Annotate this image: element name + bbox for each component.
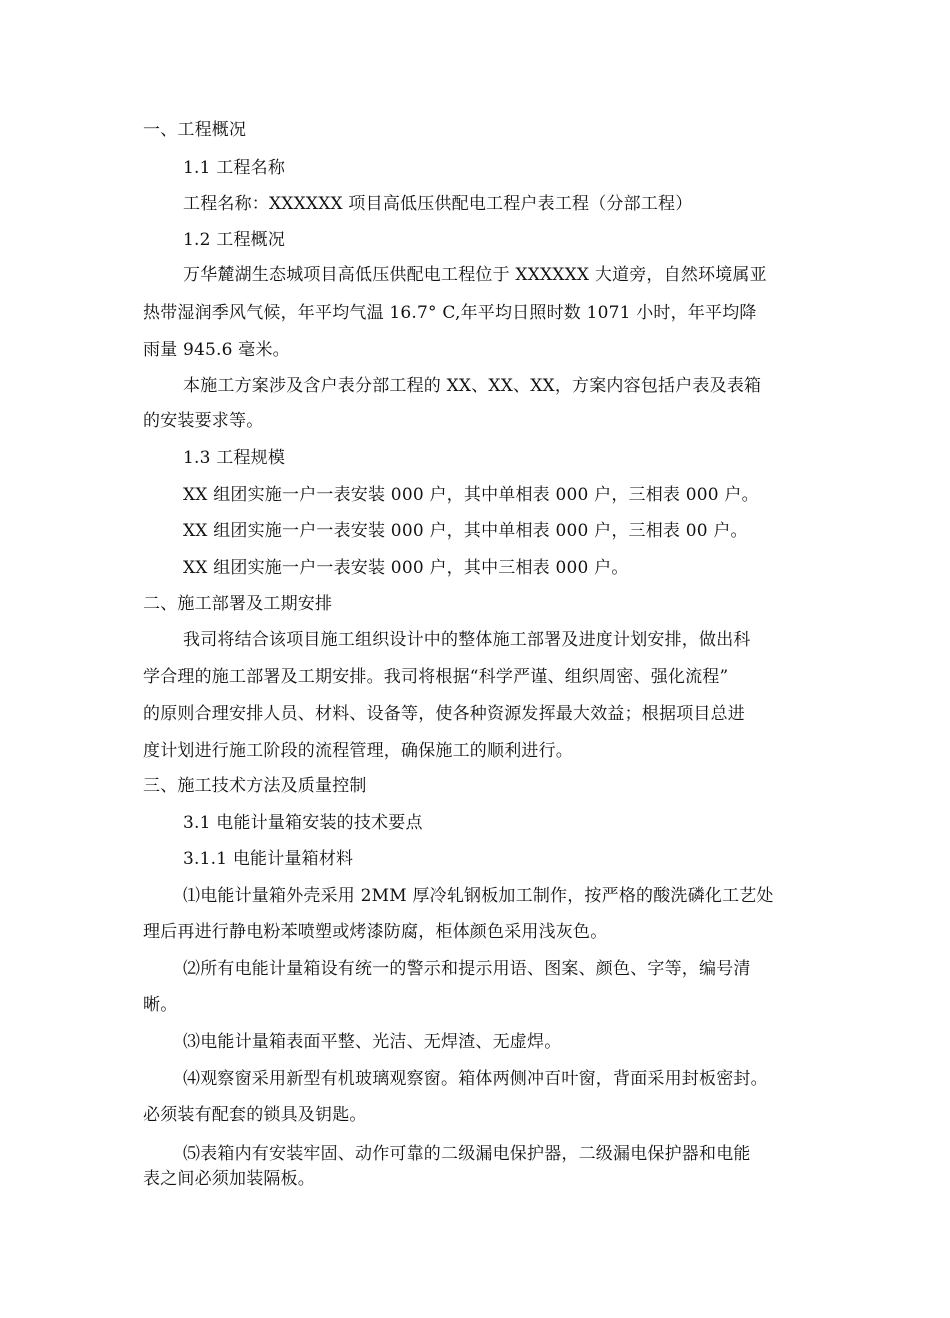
item-4-line-2: 必须装有配套的锁具及钥匙。 bbox=[143, 1105, 367, 1125]
item-2-line-2: 晰。 bbox=[143, 995, 178, 1015]
scale-line-3: XX 组团实施一户一表安装 000 户，其中三相表 000 户。 bbox=[183, 558, 629, 578]
scale-line-2: XX 组团实施一户一表安装 000 户，其中单相表 000 户，三相表 00 户。 bbox=[183, 521, 748, 541]
overview-paragraph-line-2: 热带湿润季风气候，年平均气温 16.7° C,年平均日照时数 1071 小时，年平均降 bbox=[143, 303, 757, 323]
item-5-line-2: 表之间必须加装隔板。 bbox=[143, 1169, 315, 1189]
subsection-1-1-heading: 1.1 工程名称 bbox=[183, 158, 286, 178]
project-name-line: 工程名称：XXXXXX 项目高低压供配电工程户表工程（分部工程） bbox=[183, 194, 693, 214]
item-2-line-1: ⑵所有电能计量箱设有统一的警示和提示用语、图案、颜色、字等，编号清 bbox=[183, 959, 751, 979]
overview-paragraph-line-1: 万华麓湖生态城项目高低压供配电工程位于 XXXXXX 大道旁，自然环境属亚 bbox=[183, 265, 767, 285]
scale-line-1: XX 组团实施一户一表安装 000 户，其中单相表 000 户，三相表 000 户。 bbox=[183, 485, 759, 505]
section-3-heading: 三、施工技术方法及质量控制 bbox=[143, 776, 367, 796]
subsection-3-1-1-heading: 3.1.1 电能计量箱材料 bbox=[183, 849, 354, 869]
deployment-paragraph-line-3: 的原则合理安排人员、材料、设备等，使各种资源发挥最大效益；根据项目总进 bbox=[143, 704, 745, 724]
subsection-1-3-heading: 1.3 工程规模 bbox=[183, 448, 286, 468]
overview-paragraph-line-3: 雨量 945.6 毫米。 bbox=[143, 340, 290, 360]
deployment-paragraph-line-1: 我司将结合该项目施工组织设计中的整体施工部署及进度计划安排，做出科 bbox=[183, 630, 751, 650]
section-2-heading: 二、施工部署及工期安排 bbox=[143, 594, 333, 614]
subsection-1-2-heading: 1.2 工程概况 bbox=[183, 230, 286, 250]
deployment-paragraph-line-2: 学合理的施工部署及工期安排。我司将根据“科学严谨、组织周密、强化流程” bbox=[143, 667, 729, 687]
item-5-line-1: ⑸表箱内有安装牢固、动作可靠的二级漏电保护器，二级漏电保护器和电能 bbox=[183, 1144, 751, 1164]
item-1-line-2: 理后再进行静电粉苯喷塑或烤漆防腐，柜体颜色采用浅灰色。 bbox=[143, 922, 608, 942]
deployment-paragraph-line-4: 度计划进行施工阶段的流程管理，确保施工的顺利进行。 bbox=[143, 741, 573, 761]
item-3-line: ⑶电能计量箱表面平整、光洁、无焊渣、无虚焊。 bbox=[183, 1032, 562, 1052]
item-1-line-1: ⑴电能计量箱外壳采用 2MM 厚冷轧钢板加工制作，按严格的酸洗磷化工艺处 bbox=[183, 886, 774, 906]
item-4-line-1: ⑷观察窗采用新型有机玻璃观察窗。箱体两侧冲百叶窗，背面采用封板密封。 bbox=[183, 1069, 768, 1089]
subsection-3-1-heading: 3.1 电能计量箱安装的技术要点 bbox=[183, 813, 423, 833]
section-1-heading: 一、工程概况 bbox=[143, 120, 247, 140]
scope-paragraph-line-1: 本施工方案涉及含户表分部工程的 XX、XX、XX，方案内容包括户表及表箱 bbox=[183, 376, 762, 396]
scope-paragraph-line-2: 的安装要求等。 bbox=[143, 411, 264, 431]
